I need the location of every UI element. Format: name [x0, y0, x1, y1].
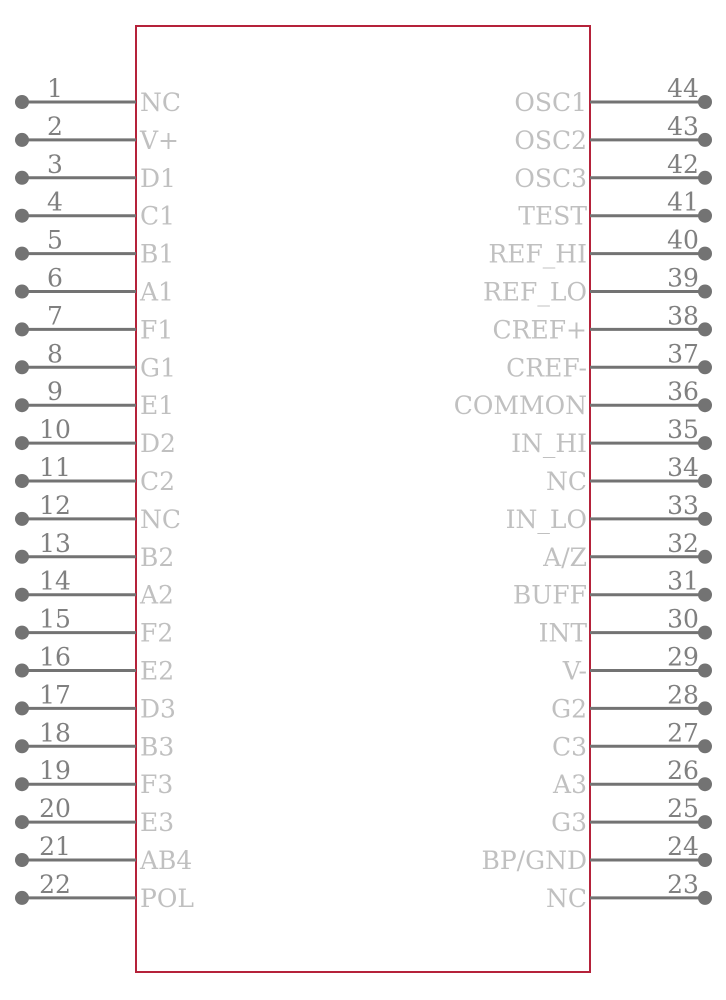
pin-26	[552, 756, 712, 799]
pin-name: A2	[140, 580, 174, 610]
pin-name: INT	[538, 618, 587, 648]
pin-name: D2	[140, 429, 176, 459]
pin-endpoint	[15, 588, 29, 602]
pin-name: E2	[140, 656, 175, 686]
pin-number: 22	[39, 869, 71, 899]
pin-19	[15, 756, 173, 799]
pin-endpoint	[698, 133, 712, 147]
pin-endpoint	[698, 474, 712, 488]
pin-endpoint	[698, 360, 712, 374]
pin-33	[506, 491, 712, 534]
pin-endpoint	[698, 550, 712, 564]
pin-41	[518, 188, 712, 231]
pin-number: 23	[667, 869, 699, 899]
pin-endpoint	[698, 588, 712, 602]
pin-endpoint	[15, 398, 29, 412]
pin-number: 18	[39, 718, 71, 748]
pin-25	[551, 794, 712, 837]
pin-number: 7	[47, 301, 63, 331]
pin-number: 16	[39, 642, 71, 672]
pin-endpoint	[15, 133, 29, 147]
pin-number: 27	[667, 718, 699, 748]
pin-21	[15, 832, 192, 875]
pin-name: G2	[551, 694, 587, 724]
pin-number: 20	[39, 794, 71, 824]
pin-12	[15, 491, 181, 534]
pin-number: 31	[667, 566, 699, 596]
pin-name: B1	[140, 239, 175, 269]
pin-37	[506, 339, 712, 382]
pin-name: NC	[545, 883, 587, 913]
pin-number: 42	[667, 149, 699, 179]
pin-endpoint	[15, 171, 29, 185]
pin-number: 12	[39, 490, 71, 520]
pin-number: 2	[47, 111, 63, 141]
pin-endpoint	[15, 891, 29, 905]
pin-3	[15, 150, 176, 193]
pin-name: F3	[140, 770, 174, 800]
pin-name: F2	[140, 618, 174, 648]
pin-number: 9	[47, 377, 63, 407]
pin-number: 28	[667, 680, 699, 710]
pin-endpoint	[698, 247, 712, 261]
pin-name: IN_HI	[511, 429, 587, 459]
pin-10	[15, 415, 176, 458]
pin-endpoint	[698, 626, 712, 640]
pin-name: A1	[140, 277, 174, 307]
pin-number: 41	[667, 187, 699, 217]
pin-name: V+	[140, 125, 180, 155]
right-pin-group	[454, 74, 712, 913]
pin-34	[546, 453, 712, 496]
pin-4	[15, 188, 175, 231]
pin-name: C2	[140, 467, 176, 496]
pin-endpoint	[698, 853, 712, 867]
pin-2	[15, 112, 179, 155]
pin-name: B2	[140, 542, 175, 572]
pin-32	[542, 529, 712, 572]
pin-number: 39	[667, 263, 699, 293]
pin-number: 10	[39, 415, 71, 445]
pin-endpoint	[15, 360, 29, 374]
pin-number: 5	[47, 225, 63, 255]
pin-endpoint	[698, 512, 712, 526]
pin-number: 24	[667, 832, 699, 861]
pin-7	[15, 301, 173, 344]
pin-20	[15, 794, 174, 837]
pin-endpoint	[15, 626, 29, 640]
pin-endpoint	[698, 171, 712, 185]
pin-endpoint	[15, 739, 29, 753]
left-pin-group	[15, 74, 194, 913]
pin-28	[551, 680, 712, 723]
pin-44	[514, 74, 712, 117]
pin-36	[454, 377, 712, 420]
pin-number: 3	[47, 149, 63, 179]
pin-name: REF_LO	[482, 277, 587, 307]
pin-23	[546, 870, 712, 913]
pin-number: 34	[667, 453, 699, 482]
pin-16	[15, 643, 174, 686]
pin-35	[511, 415, 712, 458]
pin-number: 35	[667, 415, 699, 445]
pin-number: 26	[667, 756, 699, 786]
pin-name: B3	[140, 732, 175, 762]
pin-name: C1	[140, 201, 176, 231]
pin-name: NC	[140, 88, 182, 117]
pin-endpoint	[15, 285, 29, 299]
pin-endpoint	[698, 398, 712, 412]
pin-name: E1	[140, 391, 175, 421]
pin-name: CREF-	[506, 353, 587, 383]
pin-29	[562, 643, 712, 686]
pin-40	[488, 226, 712, 269]
pin-endpoint	[15, 436, 29, 450]
pin-endpoint	[15, 209, 29, 223]
pin-42	[514, 150, 712, 193]
pin-name: COMMON	[453, 391, 587, 421]
pin-endpoint	[15, 247, 29, 261]
pin-name: AB4	[140, 846, 193, 875]
pin-27	[552, 718, 712, 761]
pin-name: OSC3	[514, 163, 587, 193]
pin-number: 21	[39, 832, 71, 861]
pin-38	[493, 301, 713, 344]
pin-endpoint	[698, 891, 712, 905]
pin-endpoint	[698, 436, 712, 450]
pin-6	[15, 264, 174, 307]
pin-number: 4	[47, 187, 63, 217]
pin-30	[539, 605, 712, 648]
pin-number: 11	[39, 453, 71, 482]
pin-1	[15, 74, 181, 117]
pin-name: D3	[140, 694, 176, 724]
pin-endpoint	[15, 95, 29, 109]
pin-number: 38	[667, 301, 699, 331]
pin-endpoint	[698, 285, 712, 299]
pin-name: C3	[551, 732, 587, 762]
pin-name: A/Z	[543, 542, 587, 572]
pin-name: OSC1	[514, 88, 587, 117]
pin-endpoint	[698, 95, 712, 109]
pin-endpoint	[15, 777, 29, 791]
pin-endpoint	[698, 777, 712, 791]
pin-name: V-	[562, 656, 587, 686]
pin-name: E3	[140, 808, 175, 838]
pin-number: 43	[667, 111, 699, 141]
pin-endpoint	[698, 739, 712, 753]
pin-number: 32	[667, 528, 699, 558]
pin-name: BUFF	[512, 580, 587, 610]
pin-name: CREF+	[492, 315, 587, 345]
pin-endpoint	[698, 209, 712, 223]
pin-22	[15, 870, 194, 913]
pin-number: 36	[667, 377, 699, 407]
pin-endpoint	[698, 664, 712, 678]
pin-name: D1	[140, 163, 176, 193]
pin-17	[15, 680, 176, 723]
pin-endpoint	[698, 815, 712, 829]
pin-name: NC	[545, 467, 587, 496]
pin-number: 29	[667, 642, 699, 672]
pin-endpoint	[15, 815, 29, 829]
pin-number: 14	[39, 566, 71, 596]
pin-name: OSC2	[514, 125, 587, 155]
pin-number: 6	[47, 263, 63, 293]
pin-number: 13	[39, 528, 71, 558]
pin-15	[15, 605, 173, 648]
pin-endpoint	[15, 474, 29, 488]
pin-name: G3	[551, 808, 587, 838]
pin-number: 19	[39, 756, 71, 786]
pin-name: REF_HI	[488, 239, 587, 269]
pin-9	[15, 377, 174, 420]
pin-14	[15, 567, 174, 610]
pin-endpoint	[698, 701, 712, 715]
pin-number: 33	[667, 490, 699, 520]
pin-5	[15, 226, 174, 269]
pin-name: POL	[140, 883, 194, 913]
pin-endpoint	[15, 550, 29, 564]
pin-43	[514, 112, 712, 155]
pin-endpoint	[15, 664, 29, 678]
pin-name: NC	[140, 504, 182, 534]
pin-24	[481, 832, 712, 875]
pin-number: 8	[47, 339, 63, 369]
pin-18	[15, 718, 174, 761]
pin-number: 40	[667, 225, 699, 255]
pin-13	[15, 529, 174, 572]
pin-39	[483, 264, 712, 307]
pin-endpoint	[15, 512, 29, 526]
pin-name: TEST	[518, 201, 587, 231]
pin-8	[15, 339, 176, 382]
pin-11	[15, 453, 175, 496]
pin-name: IN_LO	[505, 504, 587, 534]
pin-endpoint	[15, 701, 29, 715]
pin-name: G1	[140, 353, 176, 383]
pin-endpoint	[698, 322, 712, 336]
pin-31	[513, 567, 712, 610]
pin-number: 17	[39, 680, 71, 710]
pin-name: F1	[140, 315, 174, 345]
pin-number: 37	[667, 339, 699, 369]
pin-name: A3	[553, 770, 587, 800]
pin-number: 44	[667, 74, 699, 103]
pin-number: 1	[47, 74, 63, 103]
pin-endpoint	[15, 853, 29, 867]
pin-name: BP/GND	[481, 846, 587, 875]
pin-number: 30	[667, 604, 699, 634]
pin-number: 15	[39, 604, 71, 634]
pin-number: 25	[667, 794, 699, 824]
pin-endpoint	[15, 322, 29, 336]
